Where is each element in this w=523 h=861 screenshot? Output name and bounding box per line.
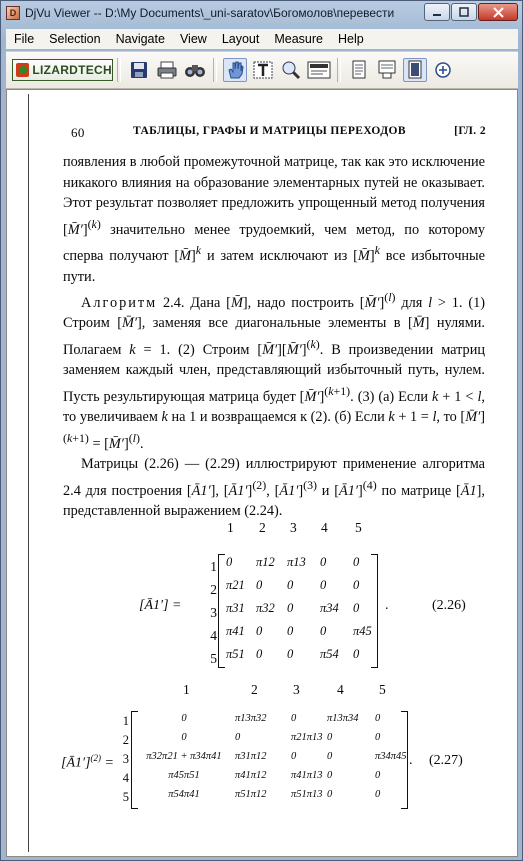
matrix-label-power: (2) bbox=[90, 753, 102, 763]
column-header: 4 bbox=[337, 682, 344, 697]
matrix-cell: 0 bbox=[320, 624, 327, 638]
window-title: DjVu Viewer -- D:\My Documents\_uni-saratov\Богомолов\перевести bbox=[25, 6, 395, 20]
running-head bbox=[71, 125, 486, 141]
matrix-cell: 0 bbox=[287, 578, 294, 592]
row-label: 5 bbox=[210, 651, 217, 666]
text-select-icon[interactable] bbox=[251, 58, 275, 82]
page-edge bbox=[28, 94, 29, 852]
equation-period: . bbox=[409, 753, 413, 768]
matrix-cell: π31 bbox=[226, 601, 245, 615]
logo-text: LIZARDTECH bbox=[32, 63, 112, 77]
running-title: ТАБЛИЦЫ, ГРАФЫ И МАТРИЦЫ ПЕРЕХОДОВ bbox=[132, 125, 406, 137]
djvu-app-icon[interactable]: D bbox=[6, 6, 20, 20]
matrix-cell: π32π21 + π34π41 bbox=[146, 751, 222, 762]
matrix-cell: π34 bbox=[320, 601, 339, 615]
hand-tool-icon[interactable] bbox=[223, 58, 247, 82]
column-header: 2 bbox=[251, 682, 258, 697]
menu-measure[interactable]: Measure bbox=[274, 32, 323, 46]
maximize-icon[interactable] bbox=[451, 3, 477, 21]
matrix-cell: π45π51 bbox=[168, 770, 200, 781]
matrix-cell: 0 bbox=[327, 751, 333, 762]
find-icon[interactable] bbox=[183, 58, 207, 82]
left-bracket bbox=[131, 711, 138, 809]
matrix-cell: 0 bbox=[320, 555, 327, 569]
menu-view[interactable]: View bbox=[179, 32, 207, 46]
row-label: 2 bbox=[122, 733, 129, 747]
matrix-cell: π13π34 bbox=[327, 713, 359, 724]
menu-bar bbox=[6, 29, 518, 49]
matrix-cell: π45 bbox=[353, 624, 372, 638]
matrix-cell: π41π13 bbox=[291, 770, 323, 781]
column-header: 1 bbox=[183, 682, 190, 697]
matrix-cell: 0 bbox=[375, 789, 381, 800]
matrix-cell: 0 bbox=[353, 578, 360, 592]
matrix-label bbox=[61, 753, 114, 772]
toolbar-separator bbox=[337, 58, 341, 82]
menu-selection[interactable]: Selection bbox=[49, 32, 101, 46]
print-icon[interactable] bbox=[155, 58, 179, 82]
zoom-icon[interactable] bbox=[279, 58, 303, 82]
save-icon[interactable] bbox=[127, 58, 151, 82]
matrix-label: [Ā1′] = bbox=[139, 598, 182, 613]
matrix-cell: 0 bbox=[375, 770, 381, 781]
paragraph: Алгоритм 2.4. Дана [M̄], надо построить [M̄′]$^{(l)}$ для l > 1. (1) Строим [M̄′], заменяя все диагональные элементы в [M̄] нулями. Полагаем k = 1. (2) Строим [M̄′][M̄′]$^{(k)}$. В произведении матриц заменяем каждый член, представляющий избыточный путь, нулем. Пусть результирующая матрица будет [M̄′]$^{(k+1)}$. (3) (а) Если k + 1 < l, то увеличиваем k на 1 и возвращаемся к (2). (б) Если k + 1 = l, то [M̄′]$^{(k+1)}$ = [M̄′]$^{(l)}$. bbox=[63, 290, 486, 452]
menu-help[interactable]: Help bbox=[337, 32, 364, 46]
page-body-text bbox=[63, 152, 485, 522]
page-number: 60 bbox=[71, 125, 85, 140]
column-header: 5 bbox=[379, 682, 386, 697]
row-label: 4 bbox=[210, 628, 217, 643]
document-page bbox=[19, 90, 507, 857]
matrix-cell: 0 bbox=[287, 624, 294, 638]
matrix-cell: 0 bbox=[287, 647, 294, 661]
column-header: 5 bbox=[355, 520, 362, 535]
matrix-cell: 0 bbox=[256, 624, 263, 638]
matrix-cell: 0 bbox=[353, 647, 360, 661]
column-header: 2 bbox=[259, 520, 266, 535]
matrix-cell: π13π32 bbox=[235, 713, 267, 724]
title-bar[interactable] bbox=[1, 1, 522, 25]
chapter-label: [ГЛ. 2 bbox=[454, 125, 486, 137]
matrix-cell: 0 bbox=[353, 601, 360, 615]
equals-sign: = bbox=[101, 755, 114, 771]
matrix-cell: 0 bbox=[320, 578, 327, 592]
matrix-cell: 0 bbox=[291, 751, 297, 762]
paragraph: Матрицы (2.26) — (2.29) иллюстрируют применение алгоритма 2.4 для построения [Ā1′], [Ā1′]$^{(2)}$, [Ā1′]$^{(3)}$ и [Ā1′]$^{(4)}$ по матрице [Ā1], представленной выражением (2.24). bbox=[63, 456, 486, 520]
column-header: 1 bbox=[227, 520, 234, 535]
menu-file[interactable]: File bbox=[14, 32, 35, 46]
matrix-cell: π51π12 bbox=[235, 789, 267, 800]
close-icon[interactable] bbox=[478, 3, 518, 21]
column-header: 3 bbox=[293, 682, 300, 697]
matrix-cell: 0 bbox=[226, 555, 233, 569]
row-label: 3 bbox=[210, 605, 217, 620]
matrix-cell: π51π13 bbox=[291, 789, 323, 800]
row-label: 5 bbox=[122, 790, 129, 804]
matrix-cell: π21 bbox=[226, 578, 245, 592]
matrix-cell: 0 bbox=[375, 732, 381, 743]
row-label: 4 bbox=[122, 771, 129, 785]
matrix-cell: 0 bbox=[353, 555, 360, 569]
matrix-cell: π31π12 bbox=[235, 751, 267, 762]
right-bracket bbox=[371, 554, 378, 668]
matrix-cell: 0 bbox=[327, 770, 333, 781]
lizard-logo-icon bbox=[16, 63, 29, 77]
zoom-in-icon[interactable] bbox=[431, 58, 455, 82]
row-label: 1 bbox=[210, 559, 217, 574]
matrix-cell: 0 bbox=[327, 789, 333, 800]
matrix-cell: π54 bbox=[320, 647, 339, 661]
matrix-cell: π54π41 bbox=[168, 789, 200, 800]
left-bracket bbox=[218, 554, 225, 668]
matrix-cell: π34π45 bbox=[375, 751, 407, 762]
matrix-cell: π12 bbox=[256, 555, 275, 569]
row-labels bbox=[205, 555, 217, 670]
row-label: 1 bbox=[122, 714, 129, 728]
matrix-cell: 0 bbox=[256, 578, 263, 592]
menu-layout[interactable]: Layout bbox=[221, 32, 260, 46]
equation-period: . bbox=[385, 598, 389, 613]
matrix-label-base: [Ā1′] bbox=[61, 755, 91, 771]
lizardtech-logo[interactable] bbox=[12, 59, 113, 81]
toolbar-separator bbox=[117, 58, 121, 82]
paragraph: появления в любой промежуточной матрице, так как это исключение никакого влияния на образование элементарных путей не оказывает. Этот результат позволяет предложить упрощенный метод получения [M̄′]$^{(k)}$ значительно менее трудоемкий, чем метод, по которому сперва получают [M̄]$^k$ и затем исключают из [M̄]$^k$ все избыточные пути. bbox=[63, 154, 485, 285]
single-page-icon[interactable] bbox=[347, 58, 371, 82]
fit-page-icon[interactable] bbox=[403, 58, 427, 82]
matrix-cell: 0 bbox=[327, 732, 333, 743]
row-label: 3 bbox=[122, 752, 129, 766]
matrix-cell: π32 bbox=[256, 601, 275, 615]
column-header: 3 bbox=[290, 520, 297, 535]
matrix-cell: π51 bbox=[226, 647, 245, 661]
matrix-cell: π41 bbox=[226, 624, 245, 638]
continuous-icon[interactable] bbox=[375, 58, 399, 82]
matrix-cell: 0 bbox=[181, 732, 187, 743]
toolbar-separator bbox=[213, 58, 217, 82]
row-labels bbox=[119, 712, 129, 807]
equation-number: (2.27) bbox=[429, 753, 463, 768]
matrix-cell: 0 bbox=[256, 647, 263, 661]
matrix-cell: 0 bbox=[181, 713, 187, 724]
matrix-cell: π13 bbox=[287, 555, 306, 569]
rectangle-zoom-icon[interactable] bbox=[307, 58, 331, 82]
row-label: 2 bbox=[210, 582, 217, 597]
column-header: 4 bbox=[321, 520, 328, 535]
matrix-cell: 0 bbox=[291, 713, 297, 724]
toolbar bbox=[6, 51, 518, 89]
matrix-cell: π21π13 bbox=[291, 732, 323, 743]
matrix-cell: π41π12 bbox=[235, 770, 267, 781]
matrix-cell: 0 bbox=[235, 732, 241, 743]
document-viewport[interactable] bbox=[6, 89, 518, 857]
matrix-cell: 0 bbox=[375, 713, 381, 724]
menu-navigate[interactable]: Navigate bbox=[115, 32, 165, 46]
minimize-icon[interactable] bbox=[424, 3, 450, 21]
equation-number: (2.26) bbox=[432, 598, 466, 613]
matrix-cell: 0 bbox=[287, 601, 294, 615]
